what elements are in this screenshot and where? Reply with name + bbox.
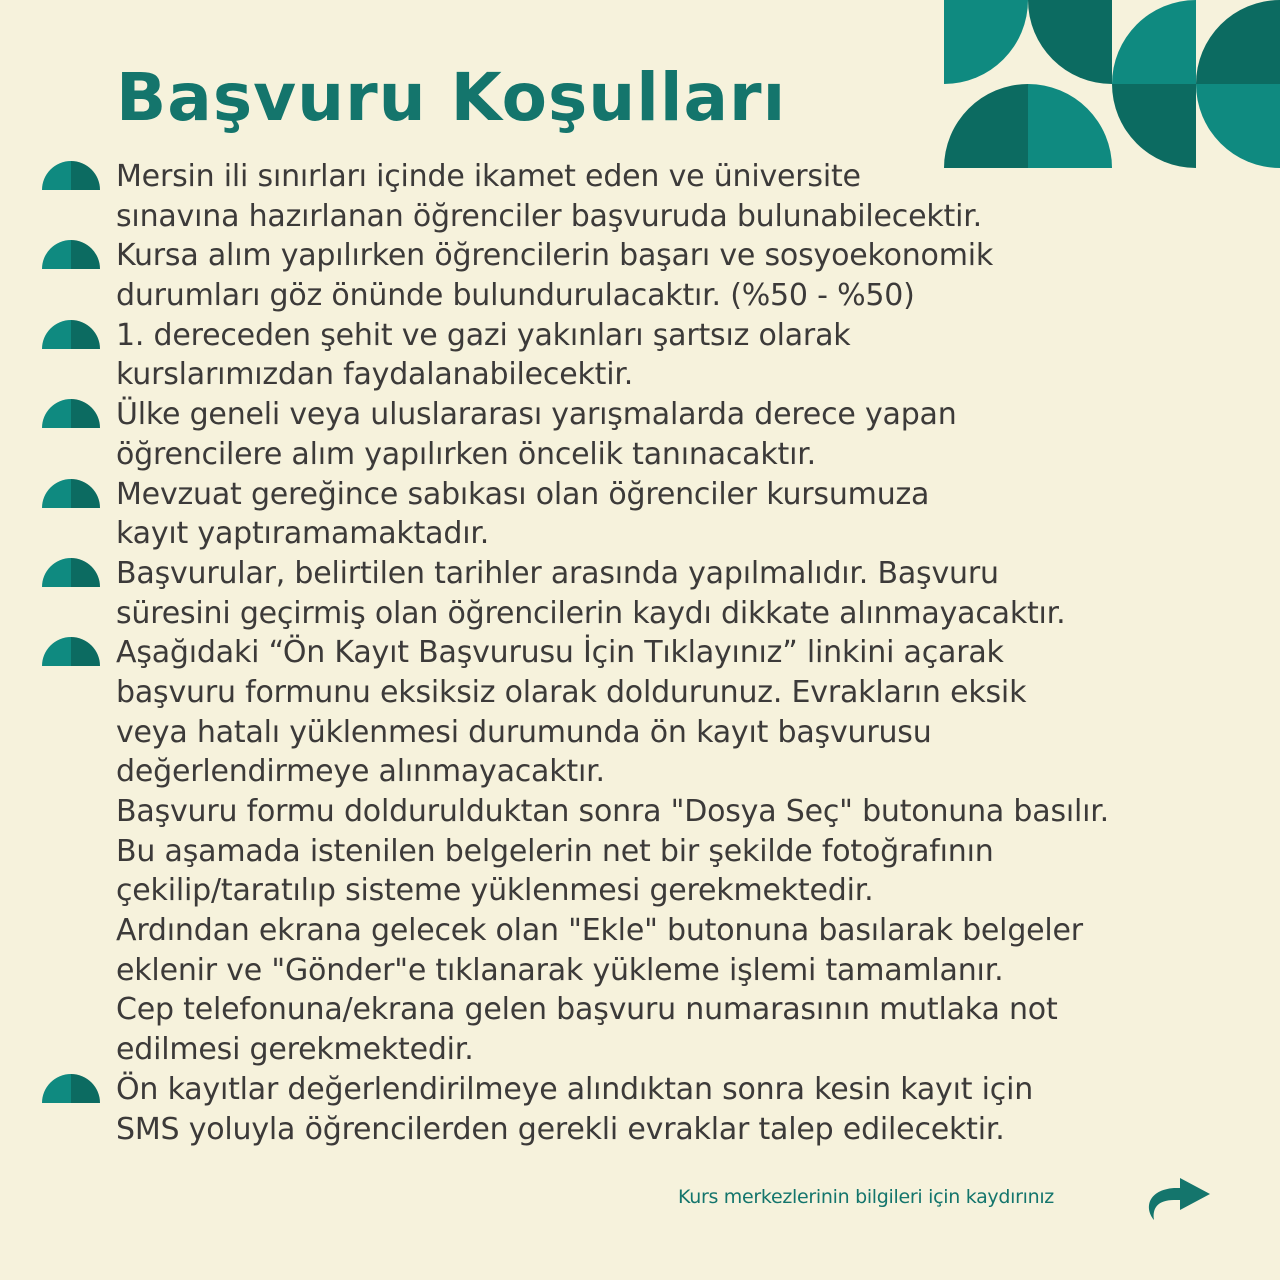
list-item-text-line: SMS yoluyla öğrencilerden gerekli evraklar talep edilecektir. xyxy=(116,1111,1005,1147)
list-item-text-line: 1. dereceden şehit ve gazi yakınları şartsız olarak xyxy=(116,317,851,353)
list-item xyxy=(0,633,1109,1070)
semicircle-bullet-icon xyxy=(42,161,100,190)
list-item-text-line: sınavına hazırlanan öğrenciler başvuruda bulunabilecektir. xyxy=(116,198,982,234)
list-item-text-line: durumları göz önünde bulundurulacaktır. (%50 - %50) xyxy=(116,278,915,314)
list-item-text-line: Mersin ili sınırları içinde ikamet eden ve üniversite xyxy=(116,159,861,194)
semicircle-bullet-icon xyxy=(42,558,100,587)
semicircle-bullet-icon xyxy=(42,240,100,269)
semicircle-bullet-icon xyxy=(42,479,100,508)
semicircle-bullet-icon xyxy=(42,637,100,666)
list-item xyxy=(0,1070,1109,1149)
list-item-text-line: değerlendirmeye alınmayacaktır. xyxy=(116,754,605,790)
list-item-text-line: Başvuru formu doldurulduktan sonra "Dosya Seç" butonuna basılır. xyxy=(116,794,1109,829)
list-item-text-line: Bu aşamada istenilen belgelerin net bir şekilde fotoğrafının xyxy=(116,833,994,869)
list-item-text-line: Başvurular, belirtilen tarihler arasında yapılmalıdır. Başvuru xyxy=(116,555,999,591)
list-item-text-line: Ülke geneli veya uluslararası yarışmalarda derece yapan xyxy=(116,397,957,433)
list-item-text-line: edilmesi gerekmektedir. xyxy=(116,1032,474,1068)
footer-swipe-hint: Kurs merkezlerinin bilgileri için kaydırınız xyxy=(678,1186,1054,1208)
list-item-text-line: veya hatalı yüklenmesi durumunda ön kayıt başvurusu xyxy=(116,714,932,750)
list-item xyxy=(0,316,1109,395)
list-item-text-line: Aşağıdaki “Ön Kayıt Başvurusu İçin Tıklayınız” linkini açarak xyxy=(116,635,1004,671)
list-item xyxy=(0,236,1109,315)
semicircle-bullet-icon xyxy=(42,320,100,349)
list-item-text-line: kurslarımızdan faydalanabilecektir. xyxy=(116,357,634,393)
list-item-text-line: süresini geçirmiş olan öğrencilerin kaydı dikkate alınmayacaktır. xyxy=(116,595,1066,631)
conditions-list xyxy=(0,157,1109,1149)
list-item-text-line: öğrencilere alım yapılırken öncelik tanınacaktır. xyxy=(116,436,816,472)
list-item xyxy=(0,157,1109,236)
semicircle-bullet-icon xyxy=(42,399,100,428)
list-item-text-line: Kursa alım yapılırken öğrencilerin başarı ve sosyoekonomik xyxy=(116,238,994,274)
list-item xyxy=(0,475,1109,554)
list-item-text-line: Ön kayıtlar değerlendirilmeye alındıktan sonra kesin kayıt için xyxy=(116,1071,1034,1107)
list-item xyxy=(0,395,1109,474)
curved-arrow-right-icon[interactable] xyxy=(1140,1172,1212,1224)
list-item-text-line: çekilip/taratılıp sisteme yüklenmesi gerekmektedir. xyxy=(116,873,874,909)
semicircle-bullet-icon xyxy=(42,1074,100,1103)
list-item-text-line: Ardından ekrana gelecek olan "Ekle" butonuna basılarak belgeler xyxy=(116,913,1083,949)
page-title: Başvuru Koşulları xyxy=(116,59,787,136)
list-item-text-line: eklenir ve "Gönder"e tıklanarak yükleme işlemi tamamlanır. xyxy=(116,952,1004,988)
list-item xyxy=(0,554,1109,633)
list-item-text-line: Cep telefonuna/ekrana gelen başvuru numarasının mutlaka not xyxy=(116,992,1058,1028)
list-item-text-line: başvuru formunu eksiksiz olarak doldurunuz. Evrakların eksik xyxy=(116,674,1027,710)
decorative-pattern xyxy=(944,0,1280,168)
list-item-text-line: Mevzuat gereğince sabıkası olan öğrenciler kursumuza xyxy=(116,476,930,512)
list-item-text-line: kayıt yaptıramamaktadır. xyxy=(116,516,490,552)
